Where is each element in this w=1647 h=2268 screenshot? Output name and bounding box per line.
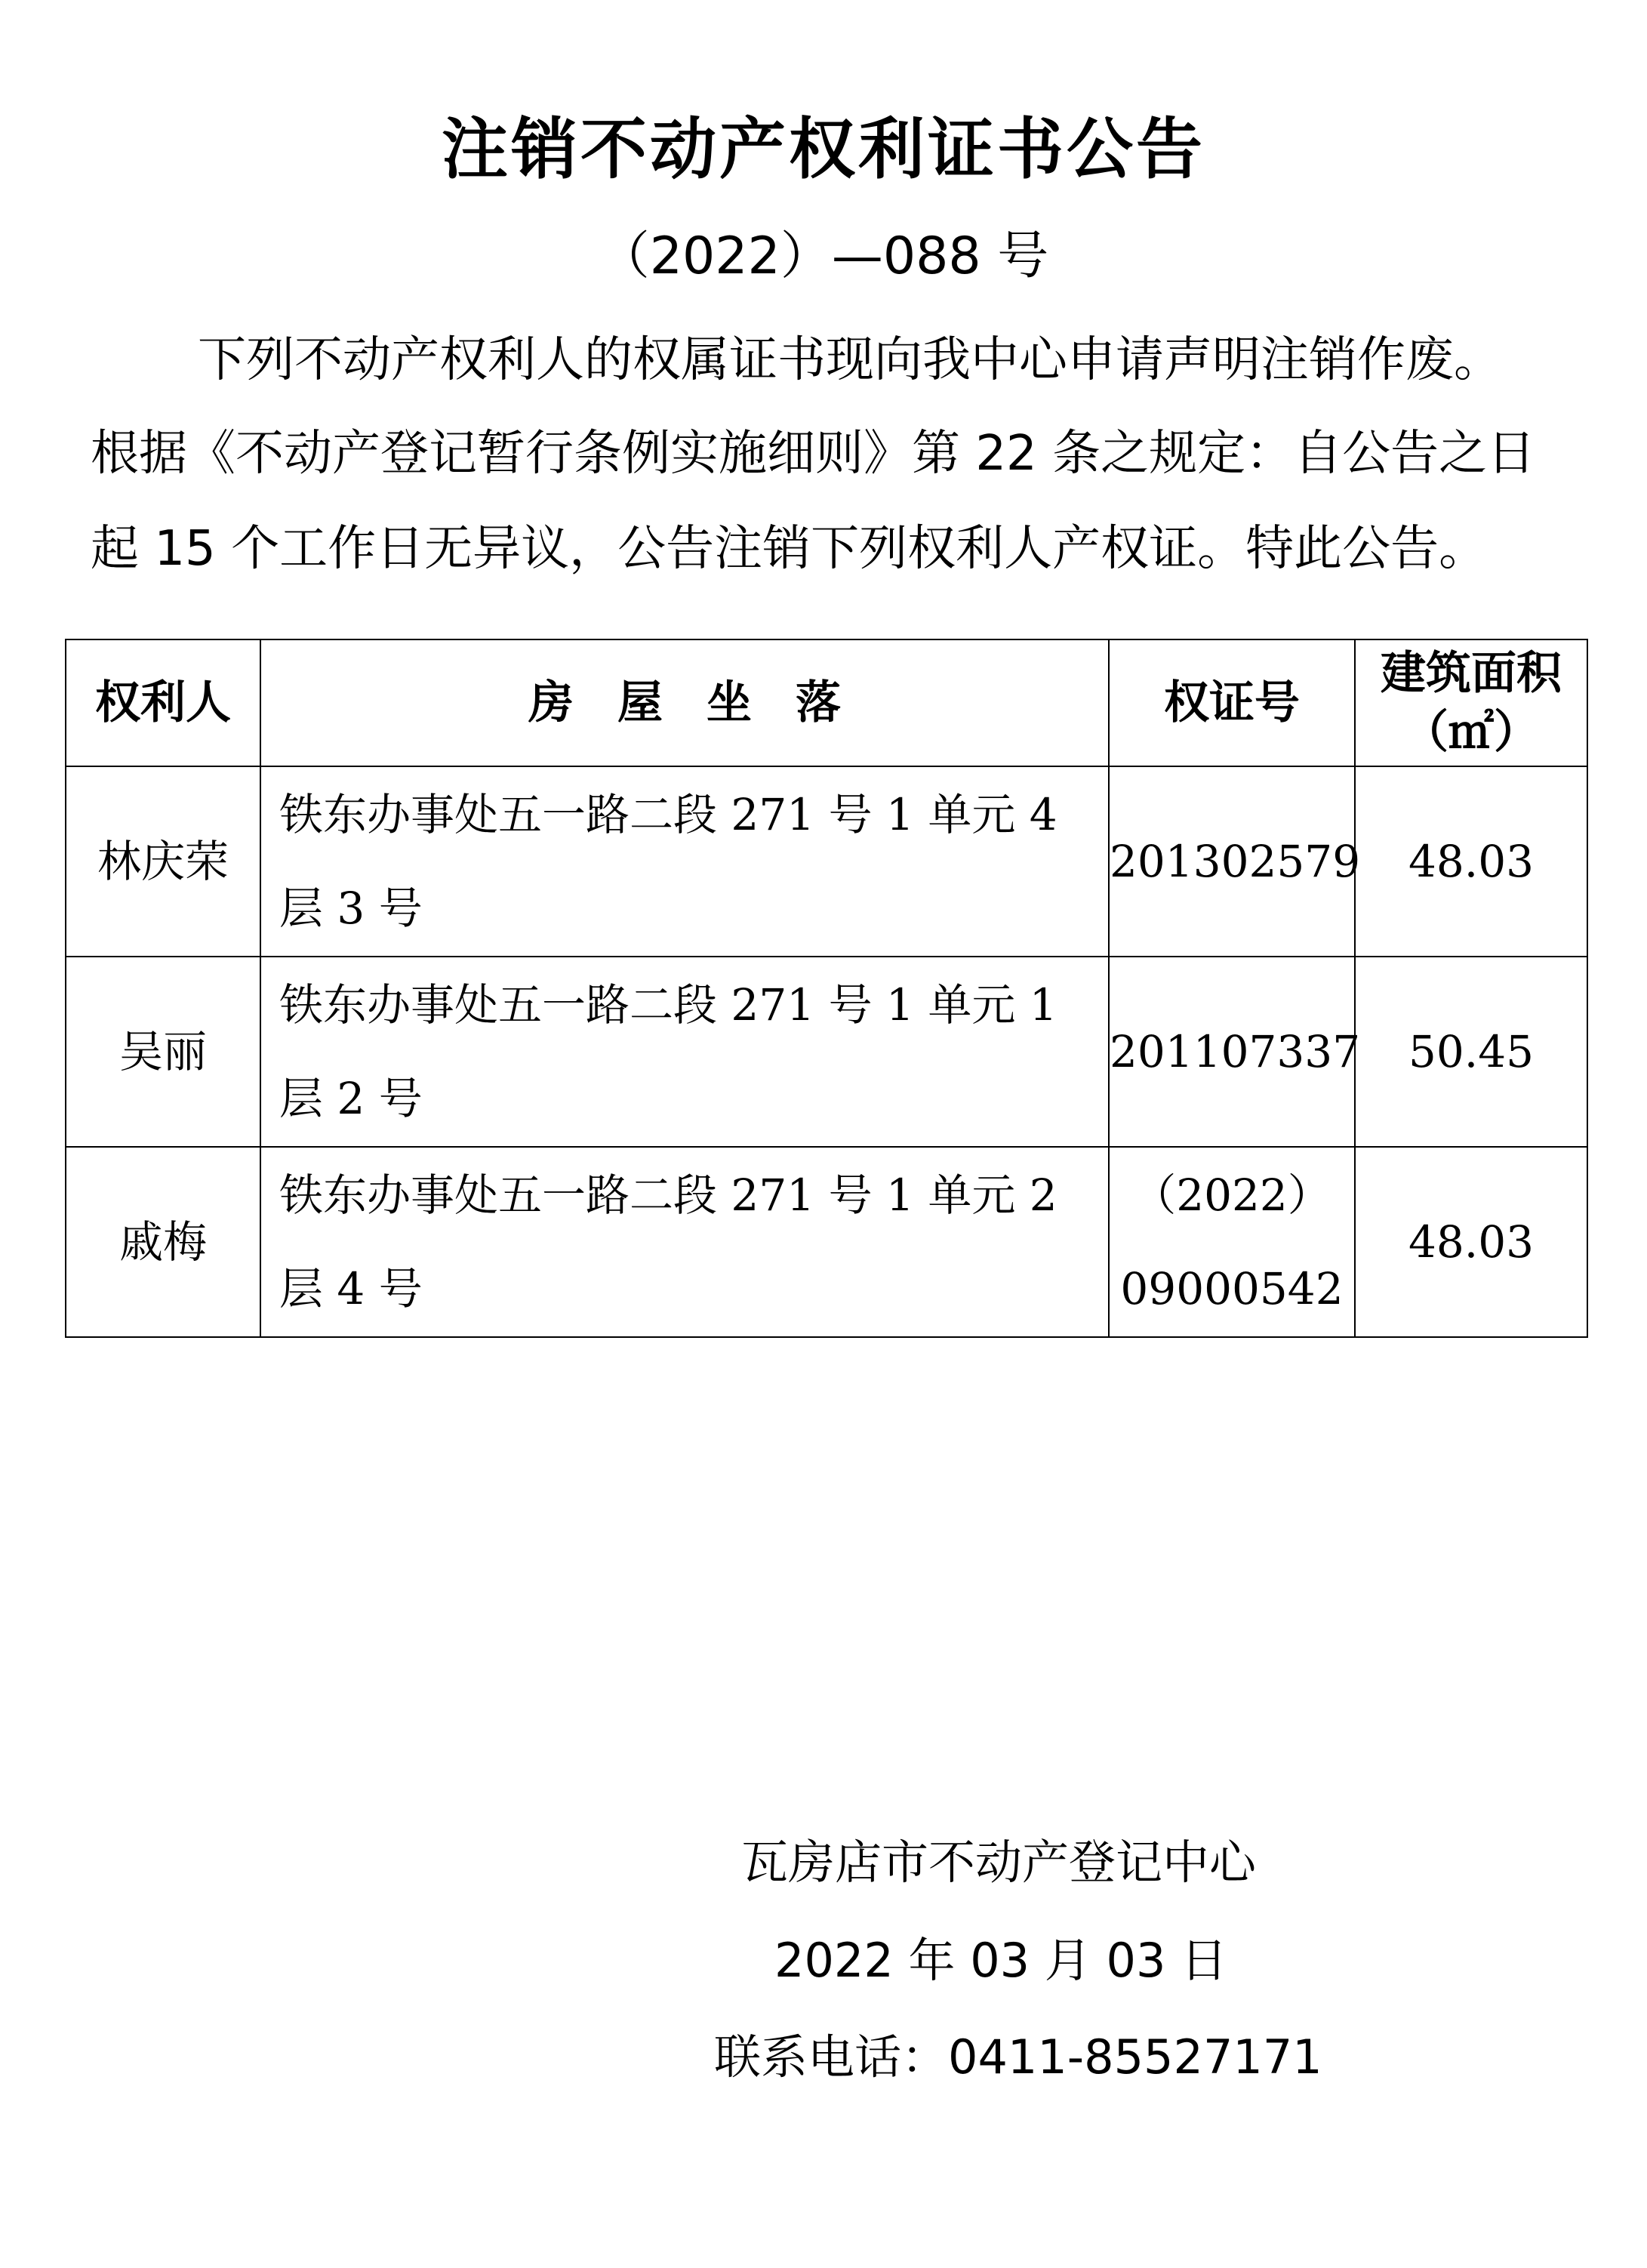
header-holder: 权利人 [66, 639, 260, 766]
table-row [66, 957, 1587, 1147]
cell-address: 铁东办事处五一路二段 271 号 1 单元 1 层 2 号 [260, 957, 1109, 1147]
notice-body-line: 根据《不动产登记暂行条例实施细则》第 22 条之规定：自公告之日 [91, 426, 1536, 482]
cell-area: 48.03 [1355, 1147, 1587, 1337]
cell-area: 50.45 [1355, 957, 1587, 1147]
header-area-label: 建筑面积 [1381, 647, 1562, 700]
cell-cert-no: （2022）09000542 [1109, 1147, 1355, 1337]
table-row [66, 1147, 1587, 1337]
cell-cert-no: 201107337 [1109, 957, 1355, 1147]
notice-title: 注销不动产权利证书公告 [441, 110, 1205, 188]
cell-area: 48.03 [1355, 766, 1587, 957]
cell-holder: 戚梅 [66, 1147, 260, 1337]
notice-date: 2022 年 03 月 03 日 [774, 1933, 1228, 1988]
header-area-unit: （㎡） [1403, 706, 1539, 759]
header-cert-no: 权证号 [1109, 639, 1355, 766]
notice-number: （2022）—088 号 [598, 226, 1049, 286]
notice-body-line: 起 15 个工作日无异议，公告注销下列权利人产权证。特此公告。 [91, 521, 1488, 577]
issuing-organization: 瓦房店市不动产登记中心 [741, 1835, 1257, 1890]
header-address-label: 房屋坐落 [528, 676, 885, 729]
cell-holder: 吴丽 [66, 957, 260, 1147]
header-address [260, 639, 1109, 766]
header-area [1355, 639, 1587, 766]
table-header-row [66, 639, 1587, 766]
cell-address: 铁东办事处五一路二段 271 号 1 单元 2 层 4 号 [260, 1147, 1109, 1337]
cell-cert-no: 201302579 [1109, 766, 1355, 957]
notice-body-line: 下列不动产权利人的权属证书现向我中心申请声明注销作废。 [198, 332, 1502, 388]
cell-holder: 林庆荣 [66, 766, 260, 957]
contact-phone: 联系电话：0411-85527171 [714, 2029, 1322, 2085]
cancelled-certificates-table [65, 639, 1588, 1338]
cell-address: 铁东办事处五一路二段 271 号 1 单元 4 层 3 号 [260, 766, 1109, 957]
table-row [66, 766, 1587, 957]
